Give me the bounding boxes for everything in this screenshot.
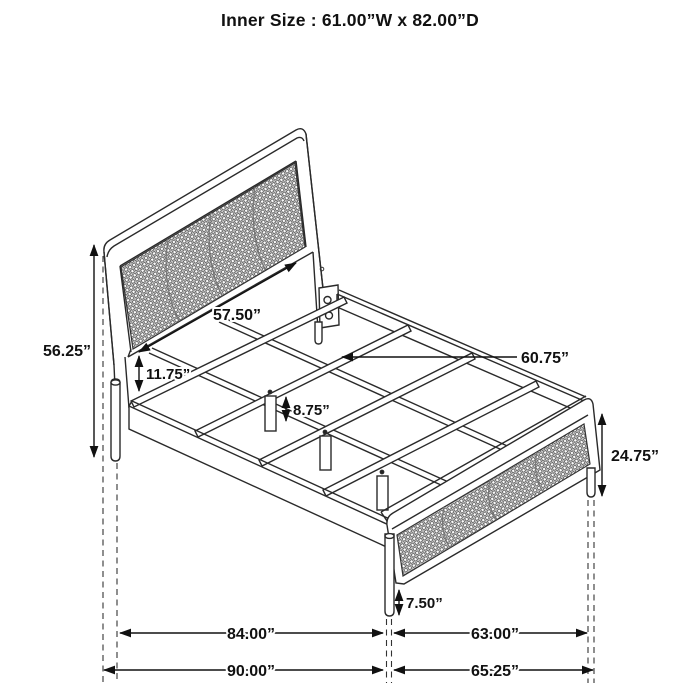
support-leg <box>265 396 276 431</box>
support-leg <box>320 436 331 470</box>
dimension-labels <box>43 307 659 680</box>
headboard-left-leg <box>111 379 120 461</box>
label-footboard-height: 24.75” <box>611 448 660 465</box>
label-overall-length: 90.00” <box>226 663 276 680</box>
headboard-right-leg <box>315 322 322 344</box>
footboard-right-leg <box>587 468 595 497</box>
slat-screw <box>380 470 383 473</box>
slat-screw <box>268 390 271 393</box>
label-slat-length: 60.75” <box>521 350 570 367</box>
extension-line-footboard-left-leg <box>387 619 392 683</box>
footboard-left-leg <box>385 534 394 616</box>
footboard <box>381 396 600 616</box>
label-support-leg-height: 8.75” <box>293 402 330 419</box>
slat-screw <box>323 430 326 433</box>
leg-top-cap <box>111 380 120 385</box>
slat-2 <box>195 325 411 437</box>
extension-line-footboard-right-leg <box>588 500 594 683</box>
label-inner-width: 63.00” <box>470 626 520 643</box>
leg-top-cap <box>385 534 394 539</box>
label-overall-width: 65.25” <box>470 663 520 680</box>
page-title: Inner Size : 61.00”W x 82.00”D <box>221 10 479 30</box>
label-headboard-gap: 11.75” <box>146 366 191 383</box>
label-footboard-leg-height: 7.50” <box>406 595 443 612</box>
label-headboard-width: 57.50” <box>212 307 262 324</box>
support-leg <box>377 476 388 510</box>
label-headboard-height: 56.25” <box>42 343 91 360</box>
label-inner-length: 84.00” <box>226 626 276 643</box>
slat-3 <box>259 353 475 466</box>
